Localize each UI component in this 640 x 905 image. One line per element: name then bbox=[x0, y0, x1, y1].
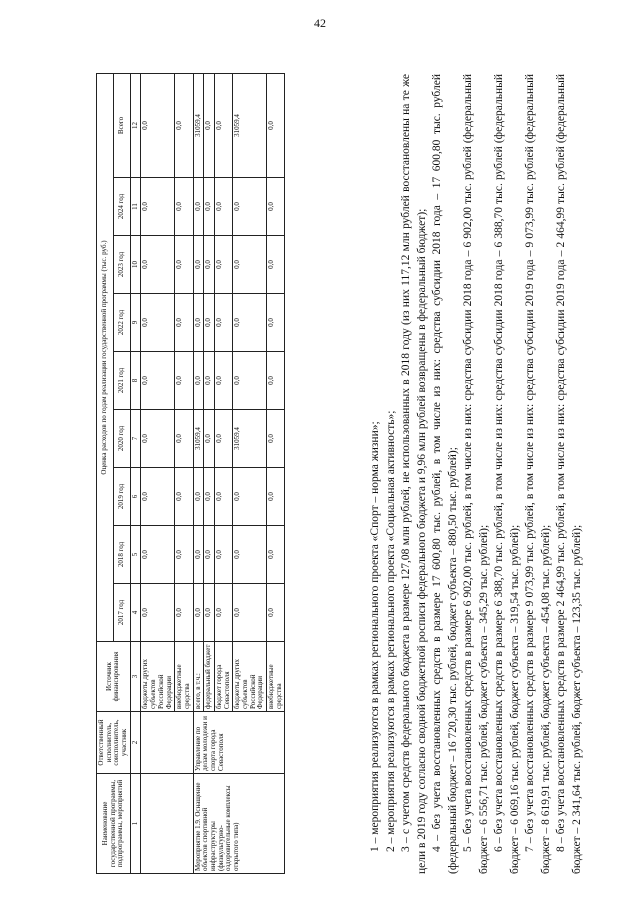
header-source: Источник финансирования bbox=[97, 642, 131, 712]
value-cell: 0,0 bbox=[267, 410, 285, 468]
value-cell: 0,0 bbox=[214, 236, 232, 294]
index-cell: 12 bbox=[130, 73, 141, 177]
value-cell: 0,0 bbox=[175, 236, 193, 294]
total-cell: 0,0 bbox=[141, 73, 175, 177]
rotated-landscape-content bbox=[90, 60, 610, 880]
index-cell: 7 bbox=[130, 410, 141, 468]
value-cell: 0,0 bbox=[204, 236, 215, 294]
value-cell: 0,0 bbox=[204, 352, 215, 410]
value-cell: 0,0 bbox=[233, 352, 267, 410]
total-cell: 0,0 bbox=[175, 73, 193, 177]
value-cell: 0,0 bbox=[141, 178, 175, 236]
total-cell: 31059,4 bbox=[233, 73, 267, 177]
source-cell: бюджеты других субъектов Российской Федерации bbox=[233, 642, 267, 712]
value-cell: 0,0 bbox=[204, 294, 215, 352]
value-cell: 0,0 bbox=[204, 526, 215, 584]
header-year: 2023 год bbox=[113, 236, 130, 294]
total-cell: 0,0 bbox=[214, 73, 232, 177]
value-cell: 0,0 bbox=[141, 526, 175, 584]
value-cell: 0,0 bbox=[193, 468, 204, 526]
value-cell: 0,0 bbox=[214, 526, 232, 584]
value-cell: 0,0 bbox=[175, 410, 193, 468]
value-cell: 0,0 bbox=[233, 526, 267, 584]
header-executor: Ответственный исполнитель, соисполнитель, участник bbox=[97, 712, 131, 774]
value-cell: 0,0 bbox=[267, 468, 285, 526]
footnote: 4 – без учета восстановленных средств в размере 17 600,80 тыс. рублей, в том числе из них: средства субсидии 2018 года – 17 600,80 тыс. рублей (федеральный бюджет – 16 720,30 тыс. рублей, бюджет субъекта – 880,50 тыс. рублей); bbox=[431, 74, 459, 874]
value-cell: 0,0 bbox=[204, 178, 215, 236]
value-cell: 0,0 bbox=[141, 584, 175, 642]
source-cell: федеральный бюджет bbox=[204, 642, 215, 712]
index-cell: 5 bbox=[130, 526, 141, 584]
footnote: 2 – мероприятия реализуются в рамках регионального проекта «Социальная активность»; bbox=[384, 410, 397, 852]
index-cell: 8 bbox=[130, 352, 141, 410]
header-name: Наименование государственной программы, подпрограммы, мероприятий bbox=[97, 774, 131, 874]
source-cell: внебюджетные средства bbox=[175, 642, 193, 712]
value-cell: 0,0 bbox=[175, 294, 193, 352]
header-year: 2019 год bbox=[113, 468, 130, 526]
value-cell: 0,0 bbox=[175, 352, 193, 410]
value-cell: 0,0 bbox=[214, 178, 232, 236]
footnote: 6 – без учета восстановленных средств в размере 6 388,70 тыс. рублей, в том числе из них: средства субсидии 2018 года – 6 388,70 тыс. рублей (федеральный бюджет – 6 069,16 тыс. рублей, бюджет субъекта – 319,54 тыс. рублей); bbox=[493, 74, 521, 874]
index-cell: 10 bbox=[130, 236, 141, 294]
index-cell: 9 bbox=[130, 294, 141, 352]
value-cell: 0,0 bbox=[214, 410, 232, 468]
index-cell: 1 bbox=[130, 774, 141, 874]
value-cell: 0,0 bbox=[214, 468, 232, 526]
value-cell: 31059,4 bbox=[193, 410, 204, 468]
value-cell: 0,0 bbox=[214, 294, 232, 352]
header-year: 2018 год bbox=[113, 526, 130, 584]
header-total: Всего bbox=[113, 73, 130, 177]
value-cell: 0,0 bbox=[233, 178, 267, 236]
footnote: 7 – без учета восстановленных средств в размере 9 073,99 тыс. рублей, в том числе из них: средства субсидии 2019 года – 9 073,99 тыс. рублей (федеральный бюджет – 8 619,91 тыс. рублей, бюджет субъекта – 454,08 тыс. рублей); bbox=[524, 74, 552, 874]
header-year: 2020 год bbox=[113, 410, 130, 468]
footnotes bbox=[368, 74, 585, 874]
source-cell: всего, в т.ч.: bbox=[193, 642, 204, 712]
value-cell: 0,0 bbox=[175, 178, 193, 236]
measure-name-cell bbox=[141, 774, 193, 874]
value-cell: 0,0 bbox=[204, 584, 215, 642]
header-year: 2017 год bbox=[113, 584, 130, 642]
total-cell: 0,0 bbox=[204, 73, 215, 177]
total-cell: 31059,4 bbox=[193, 73, 204, 177]
value-cell: 0,0 bbox=[193, 352, 204, 410]
value-cell: 0,0 bbox=[233, 294, 267, 352]
value-cell: 0,0 bbox=[141, 294, 175, 352]
source-cell: бюджеты других субъектов Российской Федерации bbox=[141, 642, 175, 712]
total-cell: 0,0 bbox=[267, 73, 285, 177]
index-cell: 3 bbox=[130, 642, 141, 712]
value-cell: 0,0 bbox=[214, 352, 232, 410]
value-cell: 0,0 bbox=[267, 584, 285, 642]
expenditure-table bbox=[96, 73, 285, 874]
value-cell: 0,0 bbox=[193, 294, 204, 352]
footnote: 1 – мероприятия реализуются в рамках регионального проекта «Спорт – норма жизни»; bbox=[369, 421, 381, 852]
value-cell: 0,0 bbox=[267, 352, 285, 410]
value-cell: 0,0 bbox=[204, 410, 215, 468]
value-cell: 0,0 bbox=[233, 468, 267, 526]
table-row bbox=[141, 73, 175, 873]
value-cell: 0,0 bbox=[267, 294, 285, 352]
footnote: 8 – без учета восстановленных средств в размере 2 464,99 тыс. рублей, в том числе из них: средства субсидии 2019 года – 2 464,99 тыс. рублей (федеральный бюджет – 2 341,64 тыс. рублей, бюджет субъекта – 123,35 тыс. рублей); bbox=[555, 74, 583, 874]
value-cell: 0,0 bbox=[141, 410, 175, 468]
value-cell: 0,0 bbox=[233, 236, 267, 294]
value-cell: 0,0 bbox=[175, 468, 193, 526]
source-cell: бюджет города Севастополя bbox=[214, 642, 232, 712]
measure-name-cell: Мероприятие 1.9. Оснащение объектов спортивной инфраструктуры (физкультурно-оздоровительные комплексы открытого типа) bbox=[193, 774, 285, 874]
index-cell: 4 bbox=[130, 584, 141, 642]
value-cell: 0,0 bbox=[141, 468, 175, 526]
executor-cell: Управление по делам молодежи и спорта города Севастополя bbox=[193, 712, 285, 774]
page-number: 42 bbox=[314, 16, 326, 30]
value-cell: 0,0 bbox=[141, 236, 175, 294]
table-row bbox=[193, 73, 204, 873]
footnote: 5 – без учета восстановленных средств в размере 6 902,00 тыс. рублей, в том числе из них: средства субсидии 2018 года – 6 902,00 тыс. рублей (федеральный бюджет – 6 556,71 тыс. рублей, бюджет субъекта – 345,29 тыс. рублей); bbox=[462, 74, 490, 874]
value-cell: 0,0 bbox=[233, 584, 267, 642]
value-cell: 0,0 bbox=[175, 584, 193, 642]
footnote: 3 – с учетом средств федерального бюджета в размере 127,08 млн рублей, не использованных в 2018 году (из них 117,12 млн рублей восстановлены на те же цели в 2019 году согласно сводной бюджетной росписи федерального бюджета и 9,96 млн рублей возвращены в федеральный бюджет); bbox=[400, 74, 428, 874]
value-cell: 0,0 bbox=[193, 178, 204, 236]
index-row bbox=[130, 73, 141, 873]
index-cell: 2 bbox=[130, 712, 141, 774]
value-cell: 0,0 bbox=[193, 584, 204, 642]
value-cell: 0,0 bbox=[204, 468, 215, 526]
value-cell: 0,0 bbox=[267, 178, 285, 236]
executor-cell bbox=[141, 712, 193, 774]
value-cell: 0,0 bbox=[267, 236, 285, 294]
header-year: 2022 год bbox=[113, 294, 130, 352]
source-cell: внебюджетные средства bbox=[267, 642, 285, 712]
index-cell: 11 bbox=[130, 178, 141, 236]
index-cell: 6 bbox=[130, 468, 141, 526]
value-cell: 0,0 bbox=[141, 352, 175, 410]
value-cell: 0,0 bbox=[214, 584, 232, 642]
value-cell: 0,0 bbox=[193, 526, 204, 584]
header-year: 2021 год bbox=[113, 352, 130, 410]
header-year: 2024 год bbox=[113, 178, 130, 236]
value-cell: 0,0 bbox=[175, 526, 193, 584]
header-estimate: Оценка расходов по годам реализации государственной программы (тыс. руб.) bbox=[97, 73, 114, 641]
value-cell: 0,0 bbox=[193, 236, 204, 294]
value-cell: 0,0 bbox=[267, 526, 285, 584]
value-cell: 31059,4 bbox=[233, 410, 267, 468]
